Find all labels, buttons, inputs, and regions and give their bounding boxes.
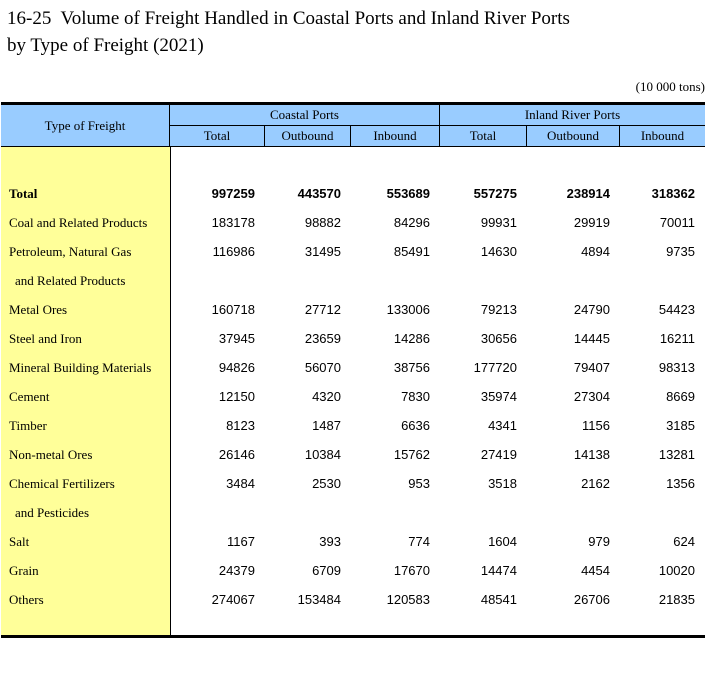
header-inland-total: Total [440,126,527,146]
cell-value: 94826 [218,360,255,375]
header-coastal-outbound: Outbound [265,126,351,146]
row-label-text: Total [9,186,38,201]
cell-value: 1356 [666,476,695,491]
row-label [1,382,170,411]
page-title [7,5,697,59]
row-label-text: Cement [9,389,50,404]
cell-value: 31495 [304,244,341,259]
cell-value: 54423 [658,302,695,317]
header-coastal-total: Total [170,126,265,146]
cell-value: 177720 [473,360,517,375]
cell-value: 16211 [659,331,695,346]
table-row [1,353,705,382]
cell-value: 21835 [658,592,695,607]
cell-value: 56070 [304,360,341,375]
cell-value: 38756 [393,360,430,375]
cell-value: 24379 [218,563,255,578]
cell-value: 85491 [393,244,430,259]
cell-value: 160718 [211,302,255,317]
cell-value: 238914 [566,186,610,201]
cell-value: 153484 [297,592,341,607]
header-group-coastal-ports: Coastal Ports [170,105,440,126]
cell-value: 23659 [304,331,341,346]
row-label [1,208,170,237]
cell-value: 14474 [480,563,517,578]
cell-value: 14138 [573,447,610,462]
table-row [1,179,705,208]
cell-value: 14445 [573,331,610,346]
cell-value: 37945 [218,331,255,346]
cell-value: 318362 [651,186,695,201]
row-label-text: Grain [9,563,39,578]
cell-value: 27419 [480,447,517,462]
row-label-text: Mineral Building Materials [9,360,152,375]
cell-value: 3185 [666,418,695,433]
table-row [1,382,705,411]
cell-value: 17670 [393,563,430,578]
row-label-text: Coal and Related Products [9,215,148,230]
cell-value: 953 [408,476,430,491]
table-row [1,324,705,353]
table-row [1,527,705,556]
row-label [1,411,170,440]
table-row [1,411,705,440]
cell-value: 2530 [312,476,341,491]
cell-value: 7830 [401,389,430,404]
cell-value: 48541 [480,592,517,607]
cell-value: 393 [319,534,341,549]
row-label-continuation: and Related Products [15,273,126,288]
cell-value: 120583 [386,592,430,607]
cell-value: 9735 [666,244,695,259]
cell-value: 26146 [218,447,255,462]
cell-value: 79213 [480,302,517,317]
row-label-text: Timber [9,418,47,433]
cell-value: 4320 [312,389,341,404]
cell-value: 133006 [386,302,430,317]
cell-value: 3484 [226,476,255,491]
cell-value: 98882 [304,215,341,230]
row-label-text: Others [9,592,44,607]
cell-value: 15762 [393,447,430,462]
cell-value: 10384 [304,447,341,462]
cell-value: 274067 [211,592,255,607]
cell-value: 4894 [581,244,610,259]
cell-value: 29919 [573,215,610,230]
header-inland-outbound: Outbound [527,126,620,146]
cell-value: 624 [673,534,695,549]
row-label-text: Metal Ores [9,302,68,317]
unit-note: (10 000 tons) [635,79,705,94]
cell-value: 26706 [573,592,610,607]
cell-value: 183178 [211,215,255,230]
cell-value: 30656 [480,331,517,346]
cell-value: 27712 [304,302,341,317]
row-label [1,585,170,614]
header-coastal-inbound: Inbound [351,126,440,146]
cell-value: 10020 [658,563,695,578]
cell-value: 6636 [401,418,430,433]
row-label-continuation: and Pesticides [15,505,90,520]
cell-value: 443570 [297,186,341,201]
cell-value: 1167 [227,534,255,549]
cell-value: 14286 [393,331,430,346]
row-label-text: Chemical Fertilizers [9,476,115,491]
table-row [1,295,705,324]
cell-value: 24790 [573,302,610,317]
row-label-text: Salt [9,534,30,549]
cell-value: 12150 [218,389,255,404]
cell-value: 557275 [473,186,517,201]
cell-value: 116986 [212,244,255,259]
row-label [1,353,170,382]
cell-value: 98313 [658,360,695,375]
cell-value: 4341 [488,418,517,433]
cell-value: 14630 [480,244,517,259]
cell-value: 99931 [480,215,517,230]
header-type-of-freight: Type of Freight [1,105,170,146]
cell-value: 6709 [312,563,341,578]
cell-value: 8123 [226,418,255,433]
row-label-text: Petroleum, Natural Gas [9,244,132,259]
table-row [1,208,705,237]
row-label [1,295,170,324]
cell-value: 4454 [581,563,610,578]
cell-value: 79407 [573,360,610,375]
row-label [1,469,170,527]
cell-value: 553689 [386,186,430,201]
cell-value: 2162 [581,476,610,491]
table-row [1,440,705,469]
cell-value: 774 [408,534,430,549]
cell-value: 1156 [582,418,610,433]
table-row [1,585,705,614]
row-label [1,556,170,585]
title-line-1: 16-25 Volume of Freight Handled in Coastal Ports and Inland River Ports [7,8,570,29]
freight-table [1,102,705,638]
row-label [1,324,170,353]
cell-value: 35974 [480,389,517,404]
cell-value: 997259 [211,186,255,201]
header-inland-inbound: Inbound [640,128,685,143]
cell-value: 27304 [573,389,610,404]
row-label [1,527,170,556]
cell-value: 1487 [312,418,341,433]
row-label-text: Steel and Iron [9,331,82,346]
cell-value: 979 [588,534,610,549]
header-group-inland-river-ports: Inland River Ports [440,105,705,126]
row-label [1,237,170,295]
table-header [1,102,705,147]
row-label-text: Non-metal Ores [9,447,93,462]
table-body [1,147,705,638]
table-row [1,469,705,527]
cell-value: 84296 [393,215,430,230]
cell-value: 13281 [658,447,695,462]
cell-value: 1604 [488,534,517,549]
cell-value: 3518 [488,476,517,491]
title-line-2: by Type of Freight (2021) [7,35,204,56]
row-label [1,440,170,469]
table-row [1,556,705,585]
cell-value: 8669 [666,389,695,404]
table-row [1,237,705,295]
cell-value: 70011 [659,215,695,230]
row-label [1,179,170,208]
